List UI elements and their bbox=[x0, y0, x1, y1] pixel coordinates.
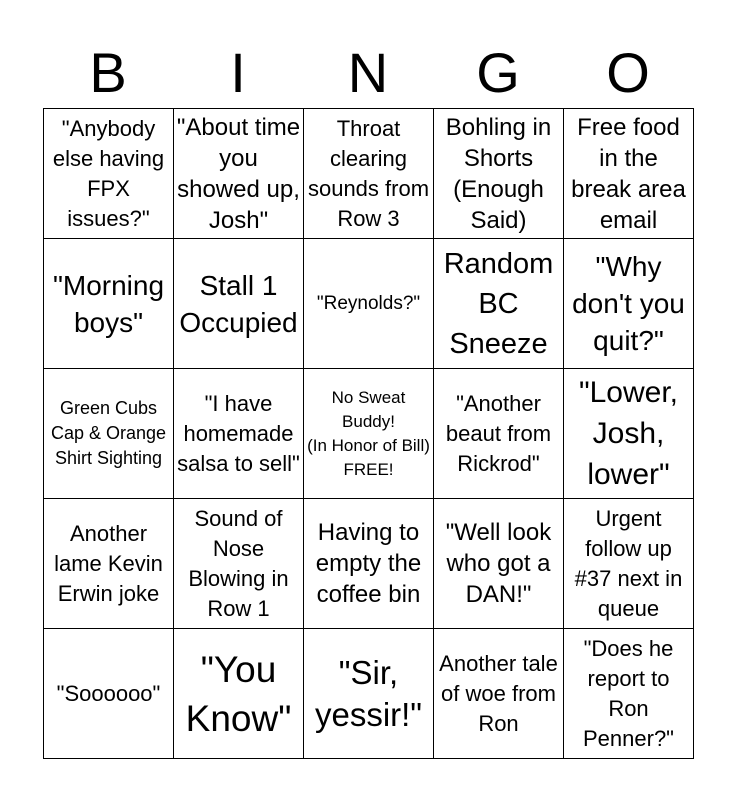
bingo-cell[interactable]: "Does he report to Ron Penner?" bbox=[564, 629, 694, 759]
bingo-row bbox=[44, 369, 694, 499]
header-letter-i: I bbox=[230, 41, 246, 104]
bingo-cell[interactable]: "Reynolds?" bbox=[304, 239, 434, 369]
bingo-cell[interactable]: Another lame Kevin Erwin joke bbox=[44, 499, 174, 629]
header-letter-g: G bbox=[476, 41, 520, 104]
bingo-cell[interactable]: Having to empty the coffee bin bbox=[304, 499, 434, 629]
bingo-cell[interactable]: "You Know" bbox=[174, 629, 304, 759]
bingo-cell[interactable]: "About time you showed up, Josh" bbox=[174, 109, 304, 239]
bingo-cell[interactable]: Bohling in Shorts (Enough Said) bbox=[434, 109, 564, 239]
bingo-header bbox=[43, 40, 693, 106]
bingo-row bbox=[44, 499, 694, 629]
bingo-cell[interactable]: "Well look who got a DAN!" bbox=[434, 499, 564, 629]
bingo-cell[interactable]: Sound of Nose Blowing in Row 1 bbox=[174, 499, 304, 629]
bingo-cell[interactable]: Another tale of woe from Ron bbox=[434, 629, 564, 759]
bingo-cell[interactable]: Green Cubs Cap & Orange Shirt Sighting bbox=[44, 369, 174, 499]
bingo-cell[interactable]: "Another beaut from Rickrod" bbox=[434, 369, 564, 499]
bingo-cell free-space[interactable]: No Sweat Buddy! (In Honor of Bill) FREE! bbox=[304, 369, 434, 499]
bingo-row bbox=[44, 629, 694, 759]
bingo-cell[interactable]: "Sir, yessir!" bbox=[304, 629, 434, 759]
header-letter-o: O bbox=[606, 41, 650, 104]
bingo-cell[interactable]: "Morning boys" bbox=[44, 239, 174, 369]
bingo-cell[interactable]: "I have homemade salsa to sell" bbox=[174, 369, 304, 499]
bingo-row bbox=[44, 109, 694, 239]
bingo-cell[interactable]: Throat clearing sounds from Row 3 bbox=[304, 109, 434, 239]
header-letter-n: N bbox=[347, 41, 389, 104]
bingo-cell[interactable]: "Why don't you quit?" bbox=[564, 239, 694, 369]
bingo-cell[interactable]: Stall 1 Occupied bbox=[174, 239, 304, 369]
header-letter-b: B bbox=[89, 41, 127, 104]
bingo-cell[interactable]: Random BC Sneeze bbox=[434, 239, 564, 369]
bingo-cell[interactable]: "Soooooo" bbox=[44, 629, 174, 759]
bingo-row bbox=[44, 239, 694, 369]
bingo-card bbox=[43, 108, 694, 759]
bingo-cell[interactable]: Free food in the break area email bbox=[564, 109, 694, 239]
bingo-cell[interactable]: Urgent follow up #37 next in queue bbox=[564, 499, 694, 629]
bingo-cell[interactable]: "Lower, Josh, lower" bbox=[564, 369, 694, 499]
bingo-cell[interactable]: "Anybody else having FPX issues?" bbox=[44, 109, 174, 239]
